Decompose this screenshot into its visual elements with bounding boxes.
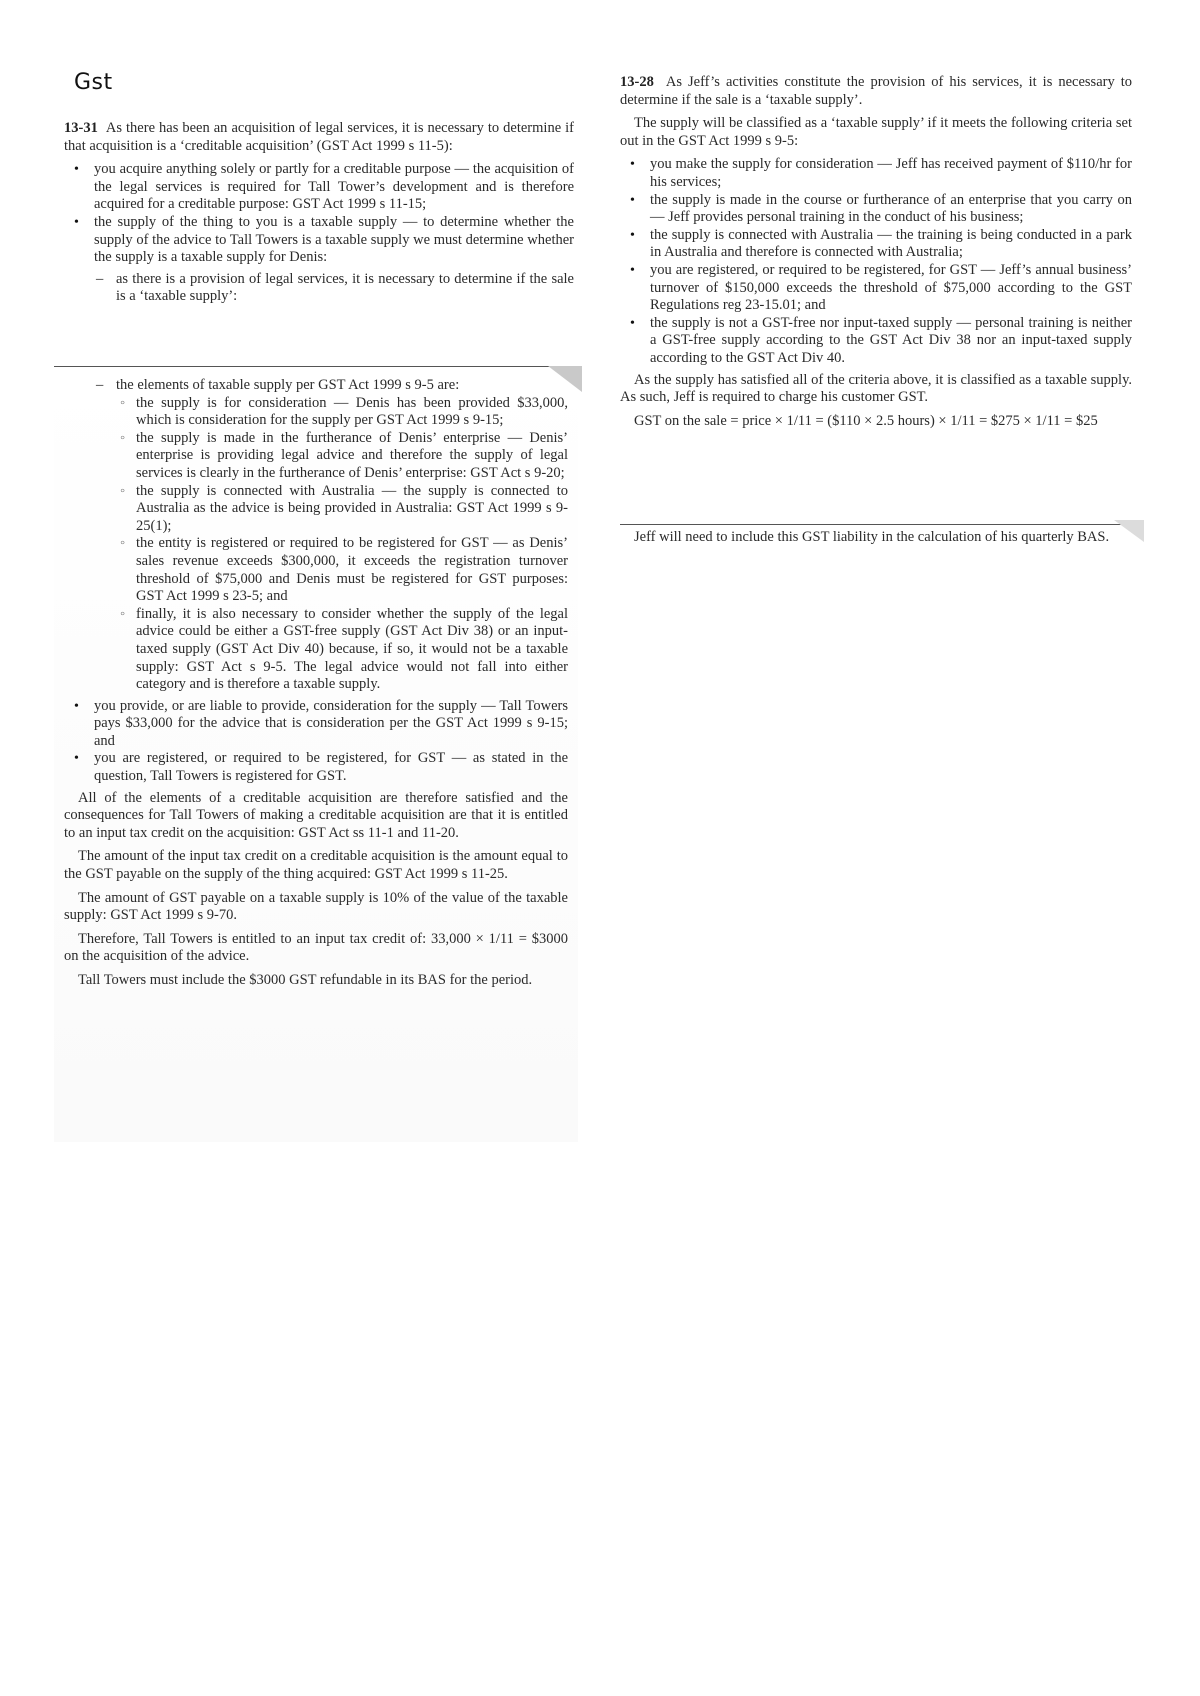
- question-number: 13-31: [64, 120, 98, 136]
- body-paragraph: The amount of GST payable on a taxable supply is 10% of the value of the taxable supply: GST Act 1999 s 9-70.: [64, 889, 568, 924]
- list-item: • the supply of the thing to you is a taxable supply — to determine whether the supply of the advice to Tall Towers is a taxable supply we must determine whether the supply is a taxable supply for Denis:: [64, 214, 574, 267]
- list-item: ◦ the supply is connected with Australia — the supply is connected to Australia as the advice is being provided in Australia: GST Act 1999 s 9-25(1);: [116, 483, 568, 536]
- closing-paragraph: Jeff will need to include this GST liability in the calculation of his quarterly BAS.: [634, 529, 1110, 545]
- criteria-intro: The supply will be classified as a ‘taxable supply’ if it meets the following criteria set out in the GST Act 1999 s 9-5:: [620, 115, 1132, 149]
- bullet-list: [620, 156, 1132, 367]
- dash-list: [94, 377, 568, 395]
- list-item: • you are registered, or required to be registered, for GST — Jeff’s annual business’ turnover of $150,000 exceeds the threshold of $75,000 according to the GST Regulations reg 23-15.01; and: [620, 262, 1132, 315]
- list-item: • you provide, or are liable to provide, consideration for the supply — Tall Towers pays $33,000 for the advice that is consideration per the GST Act 1999 s 9-15; and: [64, 698, 568, 751]
- list-item: ◦ the supply is made in the furtherance of Denis’ enterprise — Denis’ enterprise is providing legal advice and therefore the supply of legal services is clearly in the furtherance of Denis’ enterprise: GST Act s 9-20;: [116, 430, 568, 483]
- body-paragraph: The amount of the input tax credit on a creditable acquisition is the amount equal to the GST payable on the supply of the thing acquired: GST Act 1999 s 11-25.: [64, 848, 568, 883]
- intro-text: As there has been an acquisition of legal services, it is necessary to determine if that acquisition is a ‘creditable acquisition’ (GST Act 1999 s 11-5):: [64, 120, 575, 154]
- page-title: Gst: [74, 70, 113, 95]
- dash-list: [94, 271, 574, 306]
- intro-paragraph-13-28: [620, 74, 1132, 109]
- page-fold-corner: [1114, 520, 1144, 542]
- right-column-bottom: [620, 524, 1136, 553]
- intro-paragraph-13-31: [64, 120, 574, 155]
- page-fold-corner: [548, 366, 582, 392]
- list-item: – as there is a provision of legal services, it is necessary to determine if the sale is a ‘taxable supply’:: [94, 271, 574, 306]
- body-paragraph: Tall Towers must include the $3000 GST refundable in its BAS for the period.: [78, 972, 533, 988]
- left-column-bottom: [54, 366, 578, 1142]
- body-paragraph: GST on the sale = price × 1/11 = ($110 × 2.5 hours) × 1/11 = $275 × 1/11 = $25: [634, 412, 1098, 429]
- circle-list: [116, 395, 568, 694]
- list-item: • you acquire anything solely or partly for a creditable purpose — the acquisition of the legal services is required for Tall Tower’s development and is therefore acquired for a creditable purpose: GST Act 1999 s 11-15;: [64, 161, 574, 214]
- body-paragraph: As the supply has satisfied all of the criteria above, it is classified as a taxable supply. As such, Jeff is required to charge his customer GST.: [620, 371, 1132, 406]
- left-column-top: [64, 120, 574, 306]
- list-item: ◦ finally, it is also necessary to consider whether the supply of the legal advice could be either a GST-free supply (GST Act Div 38) or an input-taxed supply (GST Act Div 40) because, if so, it would not be a taxable supply: GST Act s 9-5. The legal advice would not fall into either category and is therefore a taxable supply.: [116, 606, 568, 694]
- list-item: • the supply is made in the course or furtherance of an enterprise that you carry on — Jeff provides personal training in the conduct of his business;: [620, 192, 1132, 227]
- list-item: • you are registered, or required to be registered, for GST — as stated in the question, Tall Towers is registered for GST.: [64, 750, 568, 785]
- list-item: ◦ the supply is for consideration — Denis has been provided $33,000, which is consideration for the supply per GST Act 1999 s 9-15;: [116, 395, 568, 430]
- bullet-list: [64, 161, 574, 267]
- body-paragraph: Therefore, Tall Towers is entitled to an input tax credit of: 33,000 × 1/11 = $3000 on the acquisition of the advice.: [64, 930, 568, 965]
- list-item: • you make the supply for consideration — Jeff has received payment of $110/hr for his services;: [620, 156, 1132, 191]
- list-item: • the supply is not a GST-free nor input-taxed supply — personal training is neither a GST-free supply according to the GST Act Div 38 nor an input-taxed supply according to the GST Act Div 40.: [620, 315, 1132, 368]
- question-number: 13-28: [620, 74, 654, 90]
- right-column-top: [620, 74, 1132, 436]
- list-item: • the supply is connected with Australia — the training is being conducted in a park in Australia and therefore is connected with Australia;: [620, 227, 1132, 262]
- body-paragraph: All of the elements of a creditable acquisition are therefore satisfied and the consequences for Tall Towers of making a creditable acquisition are that it is entitled to an input tax credit on the acquisition: GST Act ss 11-1 and 11-20.: [64, 789, 568, 841]
- bullet-list: [64, 698, 568, 786]
- list-item: ◦ the entity is registered or required to be registered for GST — as Denis’ sales revenue exceeds $300,000, it exceeds the registration turnover threshold of $75,000 and Denis must be registered for GST purposes: GST Act 1999 s 23-5; and: [116, 535, 568, 605]
- list-item: – the elements of taxable supply per GST Act 1999 s 9-5 are:: [94, 377, 568, 395]
- intro-text: As Jeff’s activities constitute the provision of his services, it is necessary to determine if the sale is a ‘taxable supply’.: [620, 74, 1132, 108]
